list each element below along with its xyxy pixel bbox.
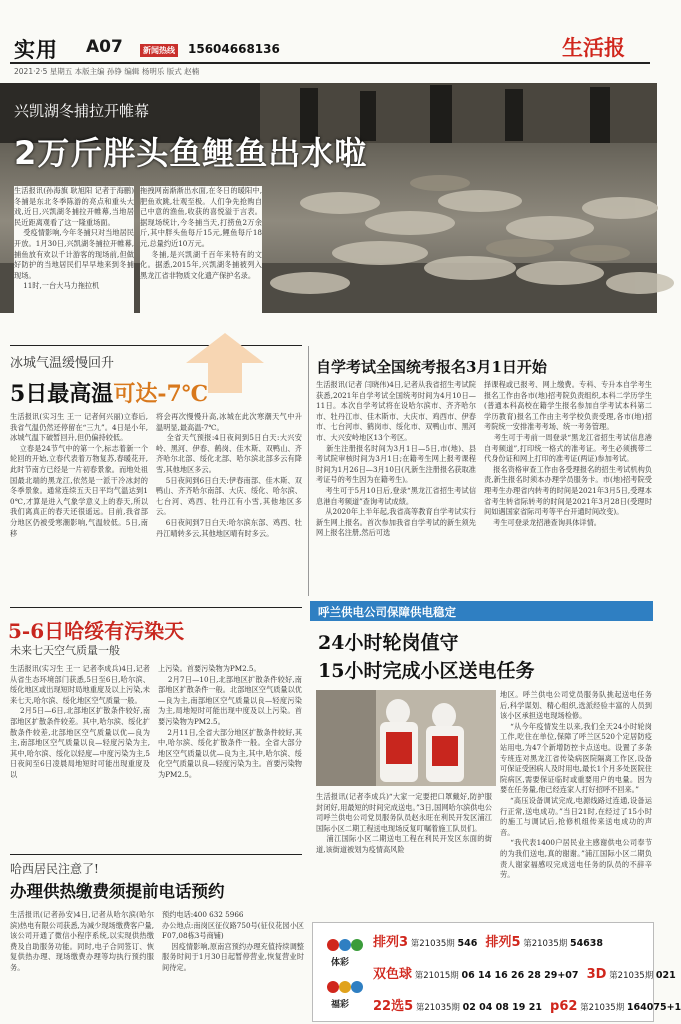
issue-meta: 2021·2·5 星期五 本版主编 孙铮 编辑 杨明乐 版式 赵楠: [14, 67, 200, 76]
lottery-numbers: 164075+1: [626, 1002, 681, 1013]
lottery-game-name: 排列5: [485, 935, 521, 950]
lottery-numbers: 06 14 16 26 28 29+07: [461, 970, 579, 981]
weather-headline-prefix: 5日最高温: [10, 381, 114, 407]
weather-headline-highlight: 可达-7℃: [113, 381, 209, 407]
power-headline-2: 15小时完成小区送电任务: [318, 660, 535, 682]
lottery-game-name: 排列3: [373, 935, 409, 950]
lottery-logos: [319, 933, 367, 1013]
fish-body-col2: 拖拽网南渐渐出水面,在冬日的暖阳中,肥鱼欢跳,壮观至极。人们争先抢购自己中意的渔鱼,收获的喜悦溢于言表。据现场统计,今冬捕当天,打捞鱼2万余斤,其中胖头鱼每斤15元,鲤鱼每斤18元,总量约近10万元。 冬捕,是兴凯湖千百年来特有的文化。据悉,2015年,兴凯湖冬捕被列入黑龙江省非物质文化遗产保护名录。: [140, 186, 262, 338]
column-divider: [308, 346, 309, 596]
lottery-issue: 第21015期: [414, 971, 459, 981]
heat-body-col2: 预约电话:400 632 5966 办公地点:南岗区征仪路750号(征仪花园小区F07,08栋3号商铺) 因疫情影响,原南宫预约办理充值持续调整服务时间于1月30日起暂停营业,恢复营业时间待定。: [162, 910, 304, 972]
power-photo-illustration: [316, 690, 496, 786]
pollution-headline: 5-6日哈绥有污染天: [8, 619, 185, 643]
fish-headline: 2万斤胖头鱼鲤鱼出水啦: [14, 134, 368, 172]
lottery-game-name: 22选5: [373, 999, 414, 1014]
lottery-results-panel: [312, 922, 681, 1022]
lottery-numbers: 546: [457, 938, 478, 949]
heat-kicker: 哈西居民注意了!: [10, 862, 99, 876]
weather-kicker: 冰城气温缓慢回升: [10, 356, 115, 371]
lottery-issue: 第21035期: [609, 971, 654, 981]
power-body-right: 地区。呼兰供电公司党员服务队挑起送电任务后,科学谋划、精心组织,选派经验丰富的人员到该小区承担送电现场检修。 “从今年疫情发生以来,我们全天24小时轮岗工作,吃住在单位,保障了呼兰区520个定居防疫站用电,为47个新增防控卡点送电。设置了多条专班连对黑龙江省传染病医院隔离工作区,设备可保证受困病人及时用电,最长1个月多处医院住院病区,需要保证临时或重要用户的电量。因为要在任务量,他已经连家人打好招呼不回来。” “高压设备调试完成,电源线路过连通,设备运行正常,送电成功。”当日21时,在经过了15小时的施工与调试后,抢修机组传来送电成功的声音。 “我代表1400户居民业主感谢供电公司奉节的为我们送电,真的谢谢。”浦江国际小区二期负责人谢家福感叹完成送电任务的队员的不辞辛劳。: [500, 690, 653, 880]
lottery-game-name: p62: [550, 999, 578, 1014]
weather-body-col2: 将会再次慢慢升高,冰城在此次寒潮天气中升温明显,最高温-7℃。 全省天气预报:4日夜间到5日白天:大兴安岭、黑河、伊春、鹤岗、佳木斯、双鸭山、齐齐哈尔北部、绥化北部、哈尔滨北部多云有降雪,其他地区多云。 5日夜间到6日白天:伊春南部、佳木斯、双鸭山、齐齐哈尔南部、大庆、绥化、哈尔滨、七台河、鸡西、牡丹江有小雪,其他地区多云。 6日夜间到7日白天:哈尔滨东部、鸡西、牡丹江晴转多云,其他地区晴有时多云。: [156, 412, 302, 538]
pollution-subheadline: 未来七天空气质量一般: [10, 644, 120, 657]
power-body-left: 生活报讯(记者李成兵)“大家一定要把口罩戴好,防护服封闭好,用最短的时间完成送电。”3日,国网哈尔滨供电公司呼兰供电公司党员服务队员赵永旺在利民开发区浦江国际小区二期工程送电现场反复叮嘱着施工队员们。 浦江国际小区二期送电工程在利民开发区东面的街道,该街道被划为疫情高风险: [316, 792, 492, 854]
pollution-rule: [10, 607, 302, 608]
heat-body-col1: 生活报讯(记者孙安)4日,记者从哈尔滨(哈尔滨)热电有限公司获悉,为减少现场缴费客户量,该公司开通了微信小程序系统,以实现供热缴费及自助服务功能。同时,电子合同签订、恢复供热办理、现场缴费办理等均执行预约服务。: [10, 910, 154, 972]
power-banner: [310, 601, 653, 621]
exam-body-col1: 生活报讯(记者 闫晓伟)4日,记者从我省招生考试院获悉,2021年自学考试全国统考时间为4月10日—11日。本次自学考试将在设哈尔滨市、齐齐哈尔市、牡丹江市、佳木斯市、大庆市、鸡西市、伊春市、七台河市、鹤岗市、绥化市、双鸭山市、黑河市、大兴安岭地区13个考区。 新生注册报名时间为3月1日—5日,市(地)、县考试院审核时间为3月1日;在籍考生网上报考课程时间为1月26日—3月10日(凡新生注册报名获取准考证号的考生因为在籍考生)。 考生可于5月10日后,登录“黑龙江省招生考试信息港自考频道”查询考试成绩。 从2020年上半年起,我省高等教育自学考试实行新生网上报名。首次参加我省自学考试的新生须先网上报名注册,然后可选: [316, 380, 477, 538]
exam-headline: 自学考试全国统考报名3月1日开始: [316, 358, 547, 376]
welfare-lottery-label: 福彩: [331, 1000, 350, 1010]
lottery-issue: 第21035期: [410, 939, 455, 949]
power-headline-1: 24小时轮岗值守: [318, 632, 459, 654]
lottery-numbers: 02 04 08 19 21: [462, 1002, 542, 1013]
header-rule: [10, 62, 650, 64]
lottery-issue: 第21035期: [580, 1003, 625, 1013]
lottery-numbers: 54638: [569, 938, 604, 949]
lottery-game-name: 双色球: [373, 967, 413, 982]
hotline-number: 15604668136: [188, 42, 280, 56]
fish-kicker: 兴凯湖冬捕拉开帷幕: [14, 102, 150, 120]
weather-body-col1: 生活报讯(实习生 王一 记者何兴丽)立春后,我省气温仍然还停留在“三九”。4日是小年,冰城气温下破暂回升,但仍偏持较低。 立春是24节气中的第一个,标志着新一个轮回的开始,立春代表着万物复苏,春暖花开,此时节南方已经是一片初春景象。而地处祖国最北端的黑龙江,依然是一派干冷冰封的冬季景象。通常连续五天日平均气温达到10℃,才算是进入气象学意义上的春天,所以我们离真正的春天还很遥远。目前,我省部分地区仍被受寒潮影响,气温较低。5日,南移: [10, 412, 149, 538]
lottery-issue: 第21035期: [523, 939, 568, 949]
power-banner-text: 呼兰供电公司保障供电稳定: [318, 605, 456, 619]
exam-body-col2: 择课程或已报考、网上缴费。专科、专升本自学考生报名工作由各市(地)招考院负责组织,本科二学历学生(普通本科高校在籍学生报名参加自学考试本科第二学历教育)报名工作由主考学校负责受理,各市(地)招考院统一安排准考考场、统一考务管理。 考生可于考前一周登录“黑龙江省招生考试信息港自考频道”,打印统一格式的准考证。考生必须携带二代身份证和网上打印的准考证(两证)参加考试。 报名资格审查工作由各受理报名的招生考试机构负责,新生报名时须本办理学员服务卡。市(地)招考院受理考生办理省内转考的时间是2021年3月5日,受理本省考生转省际转考的时间是2021年3月28日(受理时间如遇国家省际司考等平台开通时间改变)。 考生可登录龙招港查询具体详情。: [484, 380, 652, 527]
lottery-issue: 第21035期: [415, 1003, 460, 1013]
section-title: 实用: [14, 37, 58, 62]
fish-body-col1: 生活报讯(孙海旗 耿旭阳 记者于海鹏)冬捕是东北冬季陈游的亮点和重头大戏,近日,兴凯湖冬捕拉开帷幕,当地居民近距离观看了这一隆重场面。 受疫情影响,今年冬捕只对当地居民开放。1月30日,兴凯湖冬捕拉开帷幕,捕鱼放有欢以千计游客的现场前,但做好防护的当地居民们早早地来到冬捕现场。 11时,一台大马力拖拉机: [14, 186, 134, 338]
power-workers-photo: [316, 690, 496, 786]
pollution-body-col1: 生活报讯(实习生 王一 记者李成兵)4日,记者从省生态环境部门获悉,5日至6日,哈尔滨、绥化地区或出现短时局地重度及以上污染,未来七天,哈尔滨、绥化地区空气质量一般。 2月5日—6日,北部地区扩散条件较好,南部地区扩散条件较差。其中,哈尔滨、绥化扩散条件较差,北部地区空气质量以优—良为主,南部地区空气质量以良—轻度污染为主,其中,哈尔滨、绥化以轻度—中度污染为主,5日夜间至6日凌晨局地短时可能出现重度及以: [10, 664, 151, 779]
lottery-row: [373, 995, 681, 1014]
heat-rule: [10, 854, 302, 855]
lottery-game-name: 3D: [586, 967, 607, 982]
sports-lottery-label: 体彩: [331, 958, 350, 968]
lottery-row: [373, 931, 603, 950]
newspaper-logo: 生活报: [562, 35, 625, 60]
lottery-numbers: 021: [655, 970, 676, 981]
weather-headline: [10, 377, 208, 408]
heat-headline: 办理供热缴费须提前电话预约: [10, 882, 225, 901]
page-number: A07: [86, 37, 123, 57]
pollution-body-col2: 上污染。首要污染物为PM2.5。 2月7日—10日,北部地区扩散条件较好,南部地区扩散条件一般。北部地区空气质量以优—良为主,南部地区空气质量以良—轻度污染为主,局地短时可能出现中度及以上污染。首要污染物为PM2.5。 2月11日,全省大部分地区扩散条件较好,其中,哈尔滨、绥化扩散条件一般。全省大部分地区空气质量以优—良为主,其中,哈尔滨、绥化空气质量以良—轻度污染为主。首要污染物为PM2.5。: [158, 664, 303, 779]
hotline-label: 新闻热线: [140, 44, 178, 57]
lottery-row: [373, 963, 676, 982]
